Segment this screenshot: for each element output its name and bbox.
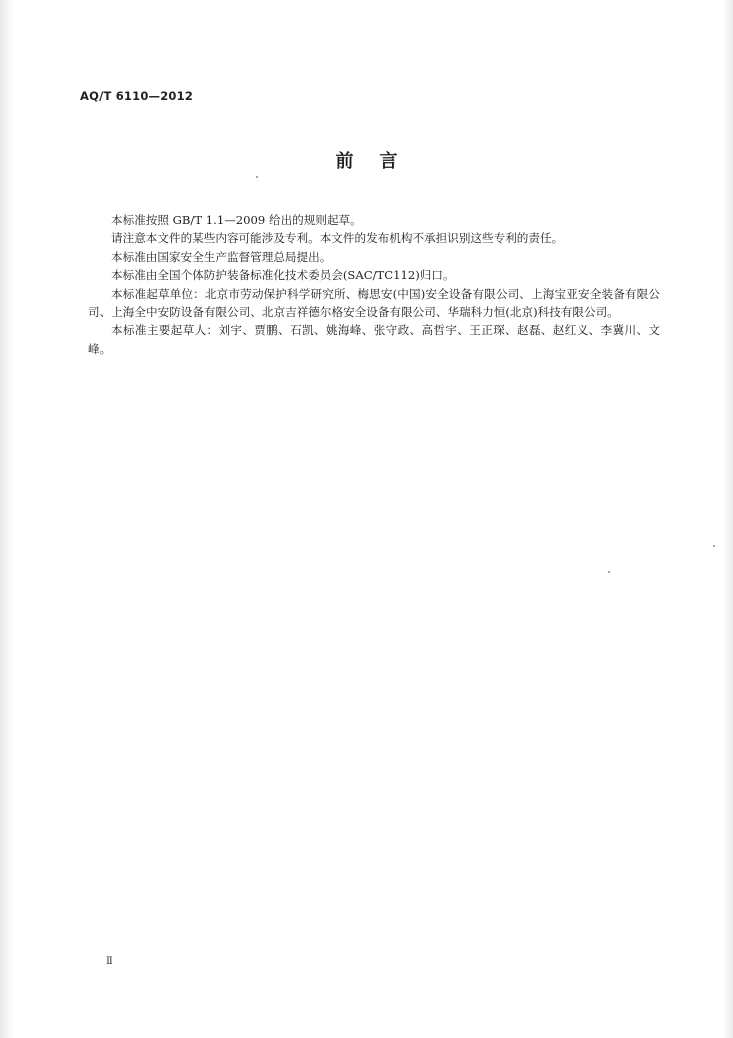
foreword-body [88,211,660,358]
section-title: 前言 [335,151,424,172]
page-number: Ⅱ [106,956,113,967]
document-code: AQ/T 6110—2012 [80,89,194,103]
paragraph-committee: 本标准由全国个体防护装备标准化技术委员会(SAC/TC112)归口。 [111,268,455,283]
scan-speck [256,176,258,178]
paragraph-patent-notice: 请注意本文件的某些内容可能涉及专利。本文件的发布机构不承担识别这些专利的责任。 [111,231,564,246]
scan-speck [608,571,610,573]
paragraph-drafters: 本标准主要起草人：刘宇、贾鹏、石凯、姚海峰、张守政、高哲宇、王正琛、赵磊、赵红义、李冀川、文峰。 [88,323,660,356]
paragraph-drafting-units: 本标准起草单位：北京市劳动保护科学研究所、梅思安(中国)安全设备有限公司、上海宝亚安全装备有限公司、上海全中安防设备有限公司、北京吉祥德尔格安全设备有限公司、华瑞科力恒(北京)科技有限公司。 [88,286,660,320]
scan-speck [713,545,715,547]
paragraph-proposer: 本标准由国家安全生产监督管理总局提出。 [111,249,332,264]
paragraph-drafting-rules: 本标准按照 GB/T 1.1—2009 给出的规则起草。 [111,213,362,227]
